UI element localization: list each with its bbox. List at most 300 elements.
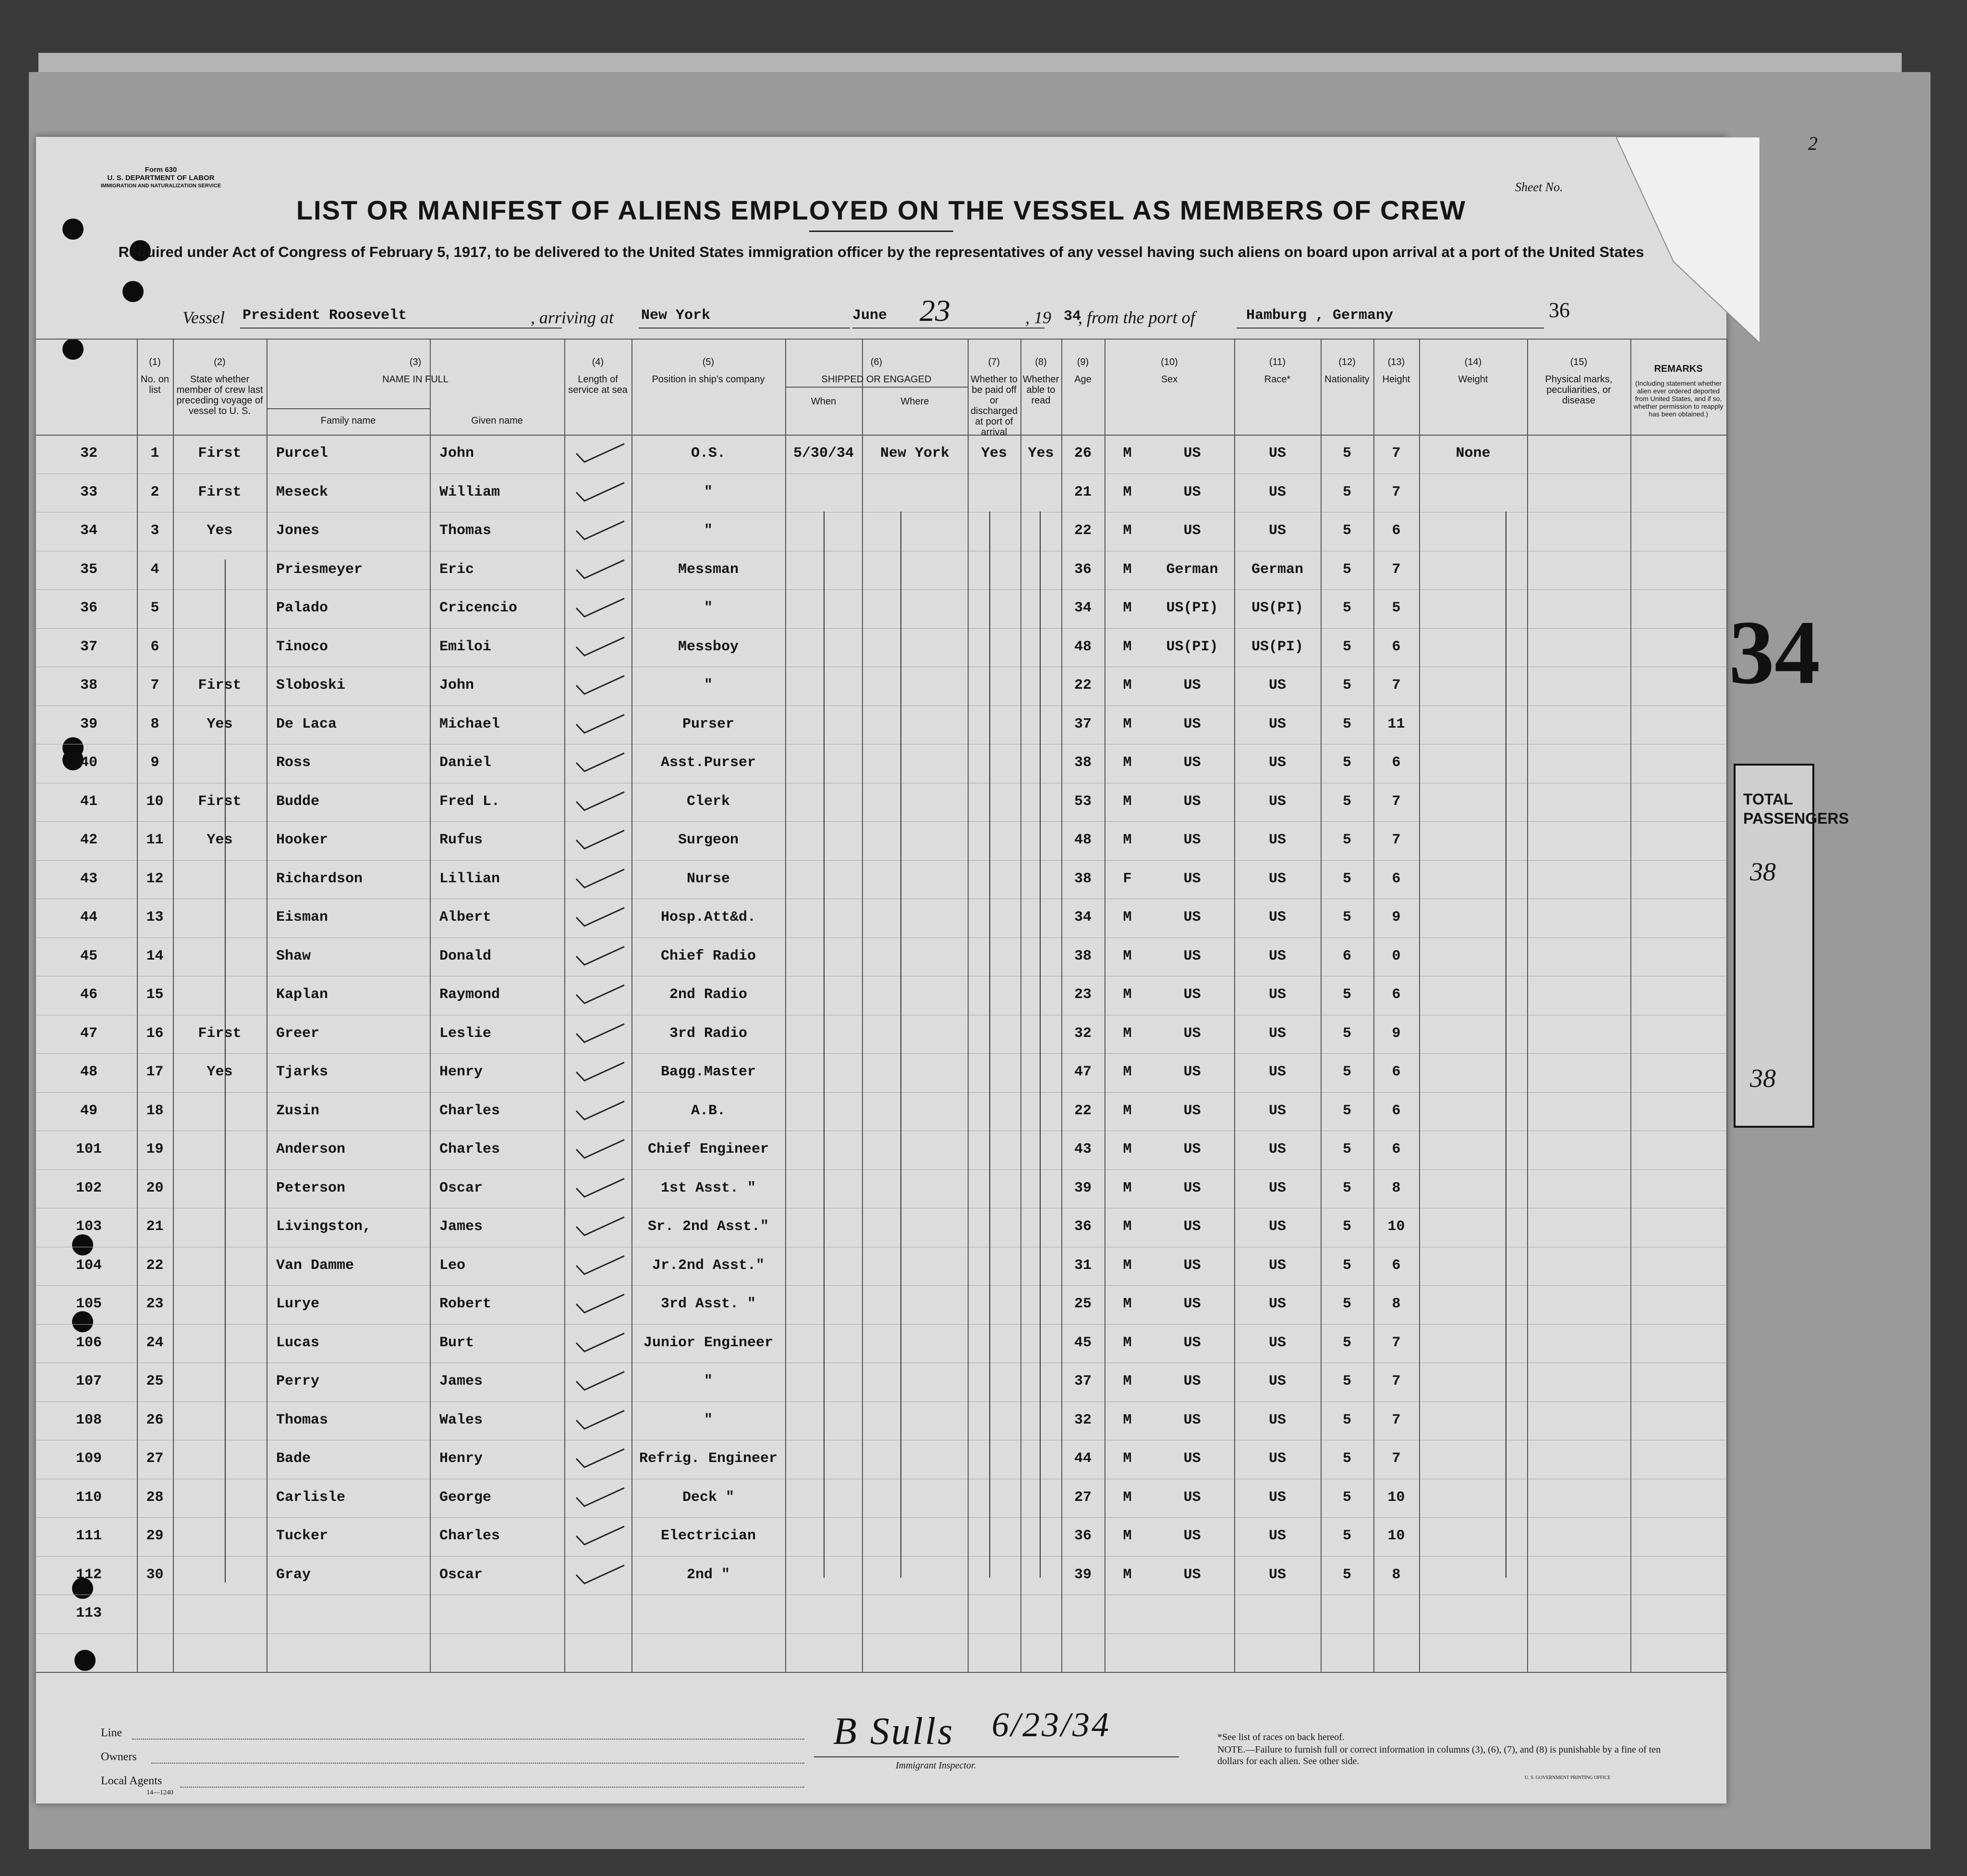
cell-pos: " xyxy=(704,1373,713,1389)
cell-nat: US xyxy=(1268,870,1286,887)
cell-wt: 10 xyxy=(1387,1489,1405,1506)
cell-nat: US xyxy=(1268,1102,1286,1119)
cell-nat: US xyxy=(1268,445,1286,462)
cell-pos: A.B. xyxy=(691,1102,726,1119)
cell-nat: US(PI) xyxy=(1251,600,1304,616)
column-label: No. on list xyxy=(141,374,169,395)
cell-race: US xyxy=(1183,1412,1201,1428)
cell-ht: 5 xyxy=(1342,677,1351,694)
ditto-line xyxy=(824,512,825,1578)
cell-given: Fred L. xyxy=(439,793,500,810)
from-underline xyxy=(1237,328,1544,329)
cell-family: Ross xyxy=(276,755,311,771)
column-label: REMARKS xyxy=(1654,364,1703,374)
cell-pos: 3rd Radio xyxy=(669,1025,748,1042)
cell-race: US xyxy=(1183,716,1201,732)
margin-number: 46 xyxy=(80,987,97,1003)
cell-pos: Surgeon xyxy=(678,832,739,848)
column-label: Whether to be paid off or discharged at port of arrival xyxy=(971,374,1018,438)
check-mark-icon xyxy=(574,482,627,503)
cell-race: US xyxy=(1183,909,1201,926)
column-header-16 xyxy=(1630,357,1726,374)
cell-pos: Messboy xyxy=(678,638,739,655)
cell-race: US xyxy=(1183,445,1201,462)
cell-sex: M xyxy=(1123,445,1132,462)
cell-wt: 5 xyxy=(1392,600,1401,616)
cell-pos: 2nd Radio xyxy=(669,987,748,1003)
check-mark-icon xyxy=(574,1410,627,1431)
cell-n: 9 xyxy=(150,755,159,771)
cell-age: 45 xyxy=(1074,1334,1092,1351)
cell-pos: 1st Asst. " xyxy=(660,1180,756,1196)
cell-ht: 5 xyxy=(1342,638,1351,655)
margin-number: 44 xyxy=(80,909,97,926)
cell-race: US xyxy=(1183,1257,1201,1274)
column-label: Height xyxy=(1382,374,1410,385)
column-number: (2) xyxy=(214,357,226,367)
cell-family: Priesmeyer xyxy=(276,561,363,578)
cell-n: 16 xyxy=(146,1025,164,1042)
cell-given: Oscar xyxy=(439,1180,483,1196)
cell-nat: US xyxy=(1268,1180,1286,1196)
cell-given: Charles xyxy=(439,1102,500,1119)
service: IMMIGRATION AND NATURALIZATION SERVICE xyxy=(100,183,221,189)
cell-race: German xyxy=(1166,561,1218,578)
column-label: Weight xyxy=(1458,374,1488,385)
check-mark-icon xyxy=(574,984,627,1005)
cell-given: Robert xyxy=(439,1296,492,1312)
column-rule xyxy=(1020,339,1021,1672)
margin-number: 48 xyxy=(80,1064,97,1080)
form-id-block xyxy=(89,166,233,190)
check-mark-icon xyxy=(574,1061,627,1083)
cell-nat: US xyxy=(1268,1296,1286,1312)
cell-age: 47 xyxy=(1074,1064,1092,1080)
cell-n: 26 xyxy=(146,1412,164,1428)
cell-ht: 5 xyxy=(1342,1257,1351,1274)
cell-prev: First xyxy=(198,445,242,462)
margin-number-extra: 113 xyxy=(75,1605,102,1621)
cell-family: Anderson xyxy=(276,1141,346,1157)
ditto-line xyxy=(989,512,990,1578)
inspector-label: Immigrant Inspector. xyxy=(896,1760,976,1771)
row-rule xyxy=(36,1517,1726,1518)
column-label: Length of service at sea xyxy=(568,374,628,395)
cell-n: 30 xyxy=(146,1566,164,1583)
check-mark-icon xyxy=(574,1139,627,1160)
cell-sex: M xyxy=(1123,793,1132,810)
cell-prev: First xyxy=(198,677,242,694)
cell-sex: F xyxy=(1123,870,1132,887)
column-number: (6) xyxy=(870,357,883,367)
cell-sex: M xyxy=(1123,1489,1132,1506)
column-header-3 xyxy=(267,357,564,385)
table-bottom-rule xyxy=(36,1672,1726,1673)
row-rule xyxy=(36,1169,1726,1170)
cell-given: James xyxy=(439,1218,483,1235)
ditto-line xyxy=(225,560,226,1583)
cell-ht: 5 xyxy=(1342,716,1351,732)
margin-number: 109 xyxy=(75,1450,102,1467)
cell-sex: M xyxy=(1123,523,1132,539)
date-underline xyxy=(852,328,1044,329)
cell-pos: 3rd Asst. " xyxy=(660,1296,756,1312)
margin-number: 45 xyxy=(80,948,97,964)
cell-family: De Laca xyxy=(276,716,337,732)
margin-number: 39 xyxy=(80,716,97,732)
cell-race: US xyxy=(1183,1064,1201,1080)
check-mark-icon xyxy=(574,1178,627,1199)
cell-ht: 5 xyxy=(1342,832,1351,848)
cell-nat: US xyxy=(1268,1450,1286,1467)
signature-rule xyxy=(814,1756,1179,1757)
cell-pos: " xyxy=(704,600,713,616)
punch-hole xyxy=(122,281,144,302)
check-mark-icon xyxy=(574,1564,627,1585)
cell-pos: Hosp.Att&d. xyxy=(660,909,756,926)
cell-family: Lucas xyxy=(276,1334,320,1351)
cell-n: 25 xyxy=(146,1373,164,1389)
cell-age: 48 xyxy=(1074,832,1092,848)
cell-wt: 10 xyxy=(1387,1218,1405,1235)
cell-ht: 5 xyxy=(1342,1102,1351,1119)
cell-age: 53 xyxy=(1074,793,1092,810)
from-label: , from the port of xyxy=(1078,308,1195,327)
cell-race: US xyxy=(1183,870,1201,887)
column-header-15 xyxy=(1527,357,1630,406)
cell-prev: First xyxy=(198,1025,242,1042)
cell-age: 22 xyxy=(1074,677,1092,694)
cell-n: 19 xyxy=(146,1141,164,1157)
cell-family: Jones xyxy=(276,523,320,539)
column-number: (3) xyxy=(409,357,422,367)
cell-family: Tjarks xyxy=(276,1064,328,1080)
footnote-penalty: NOTE.—Failure to furnish full or correct information in columns (3), (6), (7), and (8) is punishable by a fine of ten dollars for each alien. See other side. xyxy=(1217,1744,1661,1766)
cell-ht: 5 xyxy=(1342,755,1351,771)
cell-wt: 6 xyxy=(1392,523,1401,539)
cell-pos: 2nd " xyxy=(686,1566,730,1583)
arrival-month: June xyxy=(852,307,887,324)
shipped-subheader-rule xyxy=(785,387,968,388)
cell-sex: M xyxy=(1123,1296,1132,1312)
cell-prev: First xyxy=(198,484,242,500)
margin-handwriting: 34 xyxy=(1729,602,1820,703)
column-header-5 xyxy=(631,357,785,385)
column-label: SHIPPED OR ENGAGED xyxy=(821,374,932,385)
cell-pos: Chief Radio xyxy=(660,948,756,964)
cell-sex: M xyxy=(1123,1334,1132,1351)
cell-prev: Yes xyxy=(206,832,233,848)
cell-sex: M xyxy=(1123,677,1132,694)
cell-wt: 6 xyxy=(1392,1141,1401,1157)
cell-race: US xyxy=(1183,1102,1201,1119)
year-label: , 19 xyxy=(1025,308,1051,327)
vessel-line xyxy=(36,293,1726,331)
cell-race: US(PI) xyxy=(1166,600,1218,616)
check-mark-icon xyxy=(574,1100,627,1121)
column-header-9 xyxy=(1061,357,1105,385)
column-header-14 xyxy=(1419,357,1527,385)
cell-age: 38 xyxy=(1074,948,1092,964)
column-rule xyxy=(564,339,565,1672)
column-label: Physical marks, peculiarities, or disease xyxy=(1545,374,1613,406)
cell-age: 36 xyxy=(1074,1218,1092,1235)
row-rule xyxy=(36,860,1726,861)
cell-n: 13 xyxy=(146,909,164,926)
cell-nat: US xyxy=(1268,1257,1286,1274)
cell-n: 12 xyxy=(146,870,164,887)
cell-n: 3 xyxy=(150,523,159,539)
check-mark-icon xyxy=(574,868,627,889)
cell-family: Lurye xyxy=(276,1296,320,1312)
cell-race: US xyxy=(1183,677,1201,694)
cell-wt: 10 xyxy=(1387,1528,1405,1544)
cell-prev: First xyxy=(198,793,242,810)
cell-family: Meseck xyxy=(276,484,328,500)
cell-family: Shaw xyxy=(276,948,311,964)
check-mark-icon xyxy=(574,752,627,773)
margin-number: 110 xyxy=(75,1489,102,1506)
cell-family: Palado xyxy=(276,600,328,616)
cell-race: US xyxy=(1183,1141,1201,1157)
column-rule xyxy=(1726,339,1727,1672)
cell-age: 27 xyxy=(1074,1489,1092,1506)
cell-family: Zusin xyxy=(276,1102,320,1119)
cell-given: Burt xyxy=(439,1334,474,1351)
row-rule xyxy=(36,1556,1726,1557)
cell-pos: Clerk xyxy=(686,793,730,810)
cell-ht: 5 xyxy=(1342,1180,1351,1196)
cell-wt: 6 xyxy=(1392,870,1401,887)
check-mark-icon xyxy=(574,1293,627,1315)
cell-family: Sloboski xyxy=(276,677,346,694)
cell-race: US xyxy=(1183,755,1201,771)
sheet-number: 2 xyxy=(1808,133,1818,154)
cell-wt: 7 xyxy=(1392,1450,1401,1467)
cell-given: Michael xyxy=(439,716,500,732)
cell-given: Eric xyxy=(439,561,474,578)
cell-race: US xyxy=(1183,1566,1201,1583)
cell-nat: US xyxy=(1268,484,1286,500)
margin-number: 102 xyxy=(75,1180,102,1196)
column-number: (12) xyxy=(1338,357,1356,367)
cell-wt: 6 xyxy=(1392,1257,1401,1274)
margin-number: 49 xyxy=(80,1102,97,1119)
margin-number: 41 xyxy=(80,793,97,810)
cell-family: Peterson xyxy=(276,1180,346,1196)
sheet-no-label: Sheet No. xyxy=(1515,180,1563,194)
column-header-1 xyxy=(137,357,173,395)
cell-wt: 6 xyxy=(1392,755,1401,771)
column-header-4 xyxy=(564,357,631,395)
cell-family: Richardson xyxy=(276,870,363,887)
cell-race: US xyxy=(1183,523,1201,539)
column-number: (14) xyxy=(1464,357,1482,367)
cell-age: 39 xyxy=(1074,1180,1092,1196)
column-rule xyxy=(1630,339,1631,1672)
column-header-2 xyxy=(173,357,267,416)
cell-nat: US xyxy=(1268,909,1286,926)
cell-age: 26 xyxy=(1074,445,1092,462)
cell-given: Emiloi xyxy=(439,638,492,655)
cell-age: 25 xyxy=(1074,1296,1092,1312)
table-top-rule xyxy=(36,339,1726,340)
cell-nat: US xyxy=(1268,523,1286,539)
cell-race: US xyxy=(1183,1373,1201,1389)
check-mark-icon xyxy=(574,829,627,851)
cell-ht: 5 xyxy=(1342,1025,1351,1042)
cell-nat: US(PI) xyxy=(1251,638,1304,655)
form-title: LIST OR MANIFEST OF ALIENS EMPLOYED ON THE VESSEL AS MEMBERS OF CREW xyxy=(296,195,1467,225)
cell-nat: US xyxy=(1268,1141,1286,1157)
cell-ht: 5 xyxy=(1342,445,1351,462)
subheader-where: Where xyxy=(900,396,929,407)
from-port: Hamburg , Germany xyxy=(1246,307,1394,324)
check-mark-icon xyxy=(574,946,627,967)
cell-where: New York xyxy=(880,445,950,462)
cell-n: 1 xyxy=(150,445,159,462)
cell-family: Kaplan xyxy=(276,987,328,1003)
cell-pos: Refrig. Engineer xyxy=(639,1450,778,1467)
cell-nat: US xyxy=(1268,1218,1286,1235)
cell-age: 37 xyxy=(1074,1373,1092,1389)
check-mark-icon xyxy=(574,714,627,735)
cell-pos: Junior Engineer xyxy=(643,1334,774,1351)
column-header-13 xyxy=(1373,357,1419,385)
cell-age: 37 xyxy=(1074,716,1092,732)
column-label: State whether member of crew last preceding voyage of vessel to U. S. xyxy=(176,374,263,416)
cell-race: US xyxy=(1183,1528,1201,1544)
check-mark-icon xyxy=(574,1371,627,1392)
arrival-year: 34 xyxy=(1064,308,1081,325)
row-rule xyxy=(36,1285,1726,1286)
margin-number: 111 xyxy=(75,1528,102,1544)
cell-age: 23 xyxy=(1074,987,1092,1003)
cell-race: US xyxy=(1183,793,1201,810)
cell-sex: M xyxy=(1123,1528,1132,1544)
margin-number: 105 xyxy=(75,1296,102,1312)
cell-family: Carlisle xyxy=(276,1489,346,1506)
row-rule xyxy=(36,1092,1726,1093)
column-header-12 xyxy=(1321,357,1373,385)
cell-pos: Nurse xyxy=(686,870,730,887)
column-number: (13) xyxy=(1387,357,1405,367)
cell-pos: " xyxy=(704,1412,713,1428)
check-mark-icon xyxy=(574,1487,627,1508)
cell-family: Livingston, xyxy=(276,1218,372,1235)
cell-given: Wales xyxy=(439,1412,483,1428)
column-number: (1) xyxy=(149,357,161,367)
column-rule xyxy=(430,339,431,1672)
cell-nat: US xyxy=(1268,755,1286,771)
cell-n: 8 xyxy=(150,716,159,732)
cell-ht: 5 xyxy=(1342,600,1351,616)
cell-nat: US xyxy=(1268,793,1286,810)
line-rule xyxy=(132,1739,804,1740)
cell-given: John xyxy=(439,677,474,694)
vessel-underline xyxy=(240,328,562,329)
agents-label: Local Agents xyxy=(101,1775,162,1787)
margin-number: 106 xyxy=(75,1334,102,1351)
cell-wt: 8 xyxy=(1392,1296,1401,1312)
table-header-rule xyxy=(36,435,1726,436)
column-header-7 xyxy=(968,357,1020,438)
cell-wt: 7 xyxy=(1392,1334,1401,1351)
cell-n: 2 xyxy=(150,484,159,500)
check-mark-icon xyxy=(574,1255,627,1276)
cell-n: 20 xyxy=(146,1180,164,1196)
margin-number: 32 xyxy=(80,445,97,462)
margin-number: 36 xyxy=(80,600,97,616)
cell-wt: 8 xyxy=(1392,1180,1401,1196)
cell-pos: Electrician xyxy=(660,1528,756,1544)
row-rule xyxy=(36,589,1726,590)
row-rule xyxy=(36,1053,1726,1054)
cell-n: 7 xyxy=(150,677,159,694)
cell-sex: M xyxy=(1123,1064,1132,1080)
column-rule xyxy=(1419,339,1420,1672)
margin-number: 37 xyxy=(80,638,97,655)
column-label: NAME IN FULL xyxy=(382,374,449,385)
cell-n: 21 xyxy=(146,1218,164,1235)
arriving-label: , arriving at xyxy=(531,308,614,327)
form-subtitle: Required under Act of Congress of February 5, 1917, to be delivered to the United States immigration officer by the representatives of any vessel having such aliens on board upon arrival at a port of the United States xyxy=(118,244,1644,260)
column-number: (4) xyxy=(592,357,604,367)
cell-n: 28 xyxy=(146,1489,164,1506)
arrival-day: 23 xyxy=(920,293,950,328)
cell-nat: US xyxy=(1268,987,1286,1003)
margin-number: 104 xyxy=(75,1257,102,1274)
check-mark-icon xyxy=(574,443,627,464)
cell-sex: M xyxy=(1123,1566,1132,1583)
cell-n: 4 xyxy=(150,561,159,578)
column-header-8 xyxy=(1020,357,1061,406)
cell-race: US xyxy=(1183,1489,1201,1506)
cell-n: 27 xyxy=(146,1450,164,1467)
cell-read: Yes xyxy=(1028,445,1054,462)
sheet-no xyxy=(1515,180,1563,195)
cell-given: Cricencio xyxy=(439,600,518,616)
cell-marks: None xyxy=(1456,445,1491,462)
cell-prev: Yes xyxy=(206,716,233,732)
cell-n: 10 xyxy=(146,793,164,810)
cell-age: 48 xyxy=(1074,638,1092,655)
cell-sex: M xyxy=(1123,832,1132,848)
column-number: (9) xyxy=(1077,357,1089,367)
cell-ht: 5 xyxy=(1342,1489,1351,1506)
cell-ht: 5 xyxy=(1342,1566,1351,1583)
cell-given: William xyxy=(439,484,500,500)
column-number: (15) xyxy=(1570,357,1588,367)
column-header-6 xyxy=(785,357,968,385)
cell-wt: 7 xyxy=(1392,677,1401,694)
check-mark-icon xyxy=(574,559,627,580)
owners-label: Owners xyxy=(101,1751,137,1763)
cell-given: Charles xyxy=(439,1528,500,1544)
cell-ht: 5 xyxy=(1342,1373,1351,1389)
cell-sex: M xyxy=(1123,1102,1132,1119)
cell-age: 36 xyxy=(1074,1528,1092,1544)
department: U. S. DEPARTMENT OF LABOR xyxy=(107,174,215,182)
column-label: Whether able to read xyxy=(1022,374,1059,406)
cell-wt: 6 xyxy=(1392,1064,1401,1080)
footer-form-code: 14—1240 xyxy=(146,1789,173,1796)
cell-age: 39 xyxy=(1074,1566,1092,1583)
vessel-name: President Roosevelt xyxy=(243,307,407,324)
cell-ht: 5 xyxy=(1342,909,1351,926)
check-mark-icon xyxy=(574,1448,627,1469)
cell-n: 29 xyxy=(146,1528,164,1544)
